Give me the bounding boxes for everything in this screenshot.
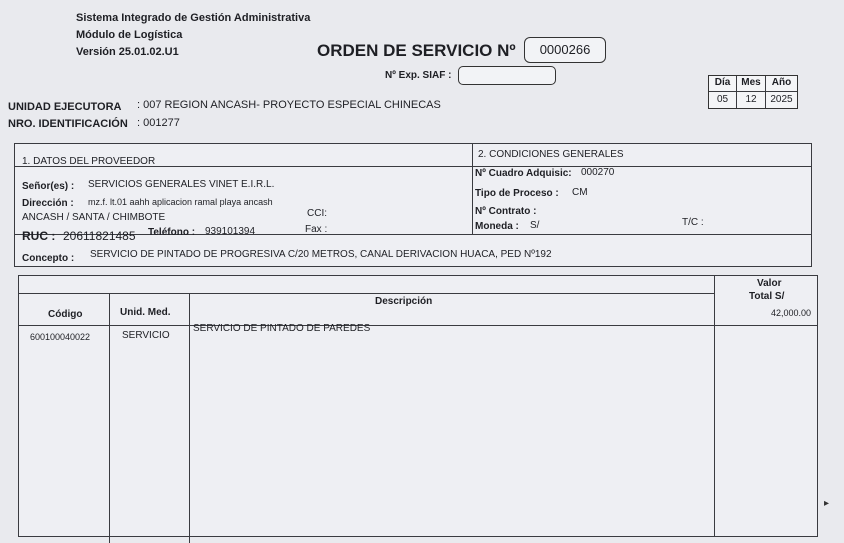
row-description: SERVICIO DE PINTADO DE PAREDES: [193, 323, 371, 334]
address-value: mz.f. lt.01 aahh aplicacion ramal playa ancash: [88, 197, 273, 207]
tc-label: T/C :: [682, 217, 704, 228]
day-label: Día: [714, 77, 731, 88]
fax-label: Fax :: [305, 224, 328, 235]
cuadro-label: Nº Cuadro Adquisic:: [475, 168, 572, 179]
module-name: Módulo de Logística: [76, 29, 183, 41]
concept-label: Concepto :: [22, 253, 75, 264]
col-code-header: Código: [48, 309, 83, 320]
siaf-field: [458, 66, 556, 85]
address-label: Dirección :: [22, 198, 74, 209]
day-value: 05: [716, 94, 729, 105]
provider-name-label: Señor(es) :: [22, 181, 75, 192]
col-unit-header: Unid. Med.: [120, 307, 171, 318]
ruc-value: 20611821485: [63, 229, 136, 243]
conditions-section-title: 2. CONDICIONES GENERALES: [478, 149, 624, 160]
id-label: NRO. IDENTIFICACIÓN: [8, 118, 128, 130]
page-title: ORDEN DE SERVICIO Nº: [317, 41, 516, 60]
order-number-box: [524, 37, 606, 63]
siaf-label: Nº Exp. SIAF :: [385, 70, 452, 81]
year-label: Año: [771, 77, 792, 88]
order-number: 0000266: [539, 42, 591, 57]
month-value: 12: [745, 94, 757, 105]
currency-value: S/: [530, 220, 540, 231]
cci-label: CCI:: [307, 208, 327, 219]
row-code: 600100040022: [30, 332, 91, 342]
phone-value: 939101394: [205, 226, 256, 237]
col-value-header-1: Valor: [757, 278, 782, 289]
row-value: 42,000.00: [771, 308, 812, 318]
date-box: [708, 75, 798, 109]
year-value: 2025: [770, 94, 793, 105]
system-name: Sistema Integrado de Gestión Administrativa: [76, 12, 311, 24]
cuadro-value: 000270: [581, 167, 615, 178]
provider-section-title: 1. DATOS DEL PROVEEDOR: [22, 156, 156, 167]
currency-label: Moneda :: [475, 221, 519, 232]
phone-label: Teléfono :: [148, 227, 196, 238]
contract-label: Nº Contrato :: [475, 206, 537, 217]
month-label: Mes: [741, 77, 761, 88]
version-label: Versión 25.01.02.U1: [76, 46, 179, 58]
col-description-header: Descripción: [375, 296, 433, 307]
id-value: : 001277: [137, 117, 180, 129]
col-value-header-2: Total S/: [749, 291, 785, 302]
location-value: ANCASH / SANTA / CHIMBOTE: [22, 212, 166, 223]
unit-value: : 007 REGION ANCASH- PROYECTO ESPECIAL CHINECAS: [137, 99, 441, 111]
process-value: CM: [572, 187, 588, 198]
concept-value: SERVICIO DE PINTADO DE PROGRESIVA C/20 METROS, CANAL DERIVACION HUACA, PED Nº192: [90, 249, 552, 260]
unit-label: UNIDAD EJECUTORA: [8, 101, 122, 113]
scroll-right-icon[interactable]: ▸: [824, 498, 830, 509]
process-label: Tipo de Proceso :: [475, 188, 559, 199]
provider-name: SERVICIOS GENERALES VINET E.I.R.L.: [88, 179, 275, 190]
row-unit: SERVICIO: [122, 330, 170, 341]
ruc-label: RUC :: [22, 229, 56, 243]
